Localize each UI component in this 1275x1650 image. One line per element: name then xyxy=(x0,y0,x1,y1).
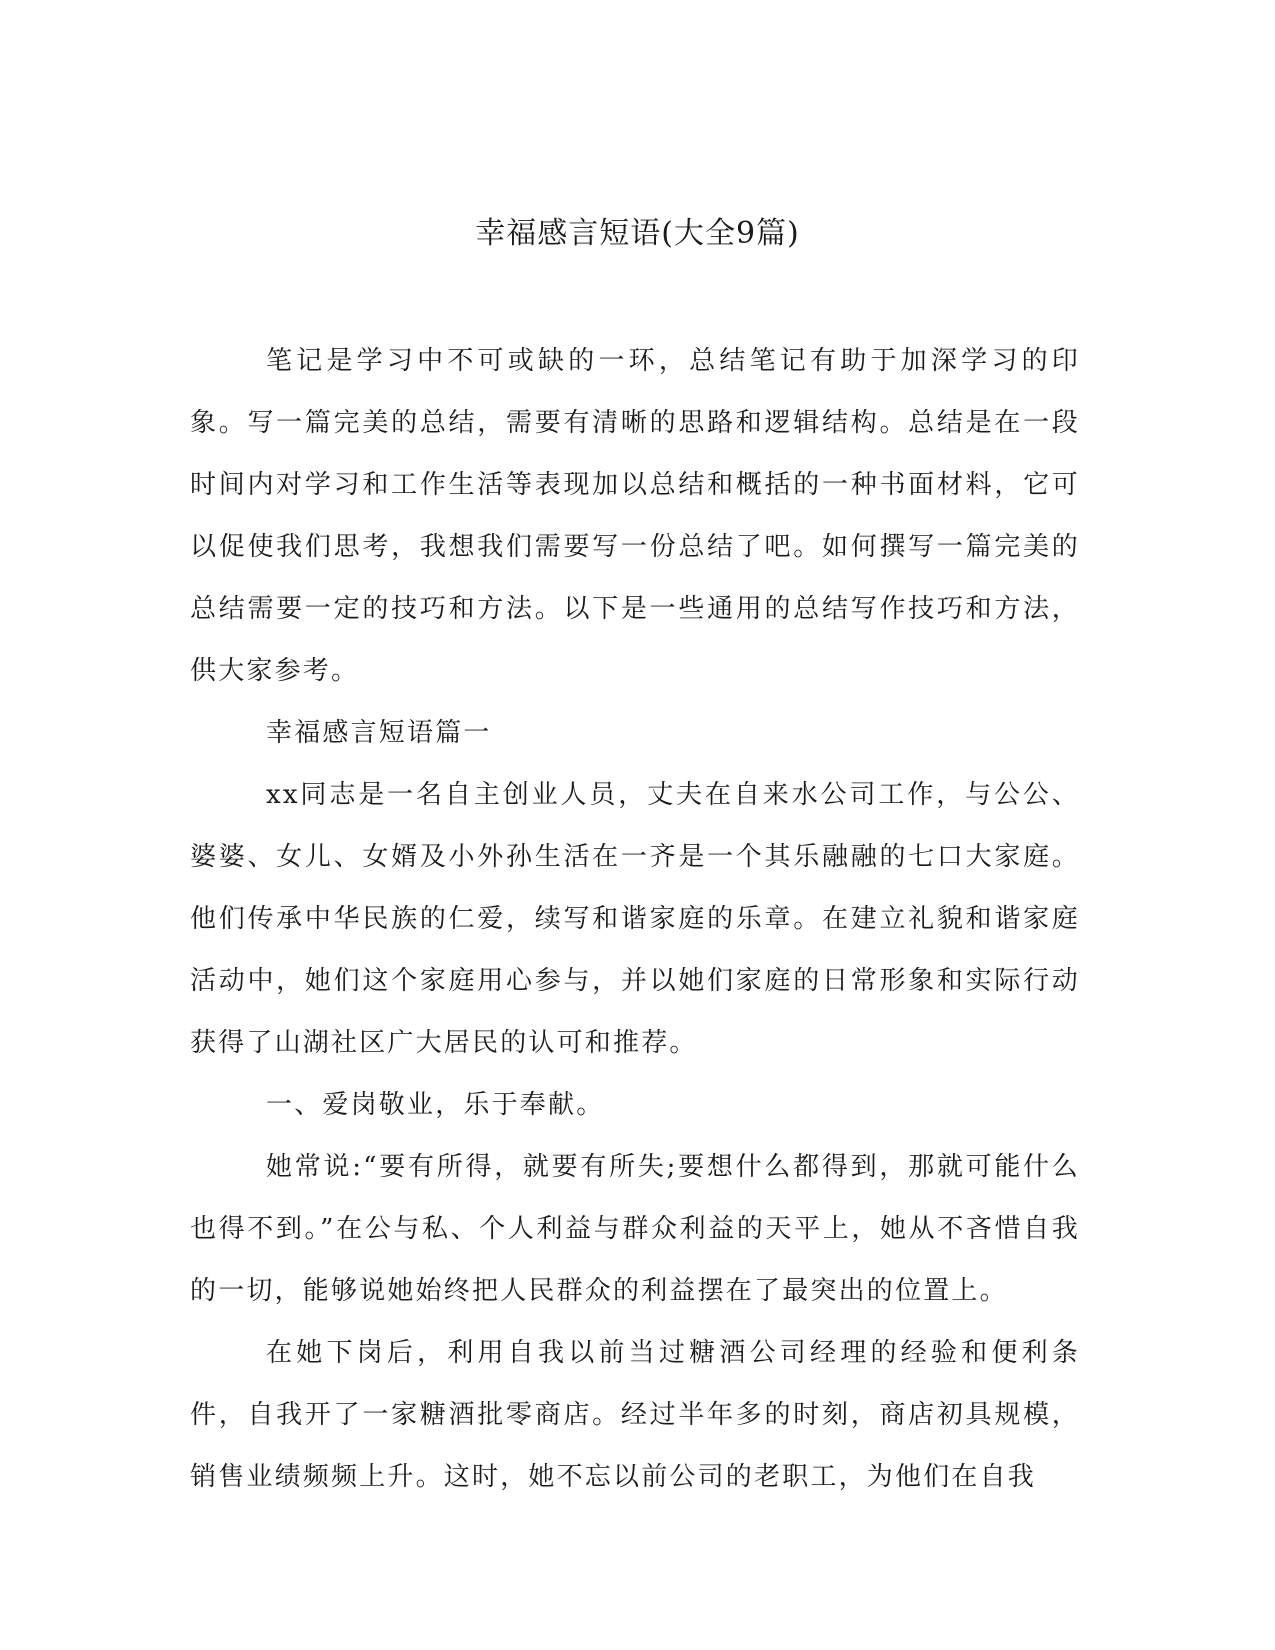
body-paragraph: 在她下岗后，利用自我以前当过糖酒公司经理的经验和便利条件，自我开了一家糖酒批零商店。经过半年多的时刻，商店初具规模，销售业绩频频上升。这时，她不忘以前公司的老职工，为他们在自我 xyxy=(190,1338,1080,1492)
body-paragraph: 她常说:“要有所得，就要有所失;要想什么都得到，那就可能什么也得不到。”在公与私、个人利益与群众利益的天平上，她从不吝惜自我的一切，能够说她始终把人民群众的利益摆在了最突出的位置上。 xyxy=(190,1152,1080,1306)
document-body xyxy=(190,330,1080,1508)
intro-paragraph: 笔记是学习中不可或缺的一环，总结笔记有助于加深学习的印象。写一篇完美的总结，需要有清晰的思路和逻辑结构。总结是在一段时间内对学习和工作生活等表现加以总结和概括的一种书面材料，它可以促使我们思考，我想我们需要写一份总结了吧。如何撰写一篇完美的总结需要一定的技巧和方法。以下是一些通用的总结写作技巧和方法，供大家参考。 xyxy=(190,346,1080,686)
page-title: 幸福感言短语(大全9篇) xyxy=(475,216,800,251)
subsection-heading: 一、爱岗敬业，乐于奉献。 xyxy=(266,1090,605,1120)
body-paragraph: xx同志是一名自主创业人员，丈夫在自来水公司工作，与公公、婆婆、女儿、女婿及小外孙生活在一齐是一个其乐融融的七口大家庭。他们传承中华民族的仁爱，续写和谐家庭的乐章。在建立礼貌和谐家庭活动中，她们这个家庭用心参与，并以她们家庭的日常形象和实际行动获得了山湖社区广大居民的认可和推荐。 xyxy=(190,780,1080,1058)
section-heading: 幸福感言短语篇一 xyxy=(266,718,492,748)
